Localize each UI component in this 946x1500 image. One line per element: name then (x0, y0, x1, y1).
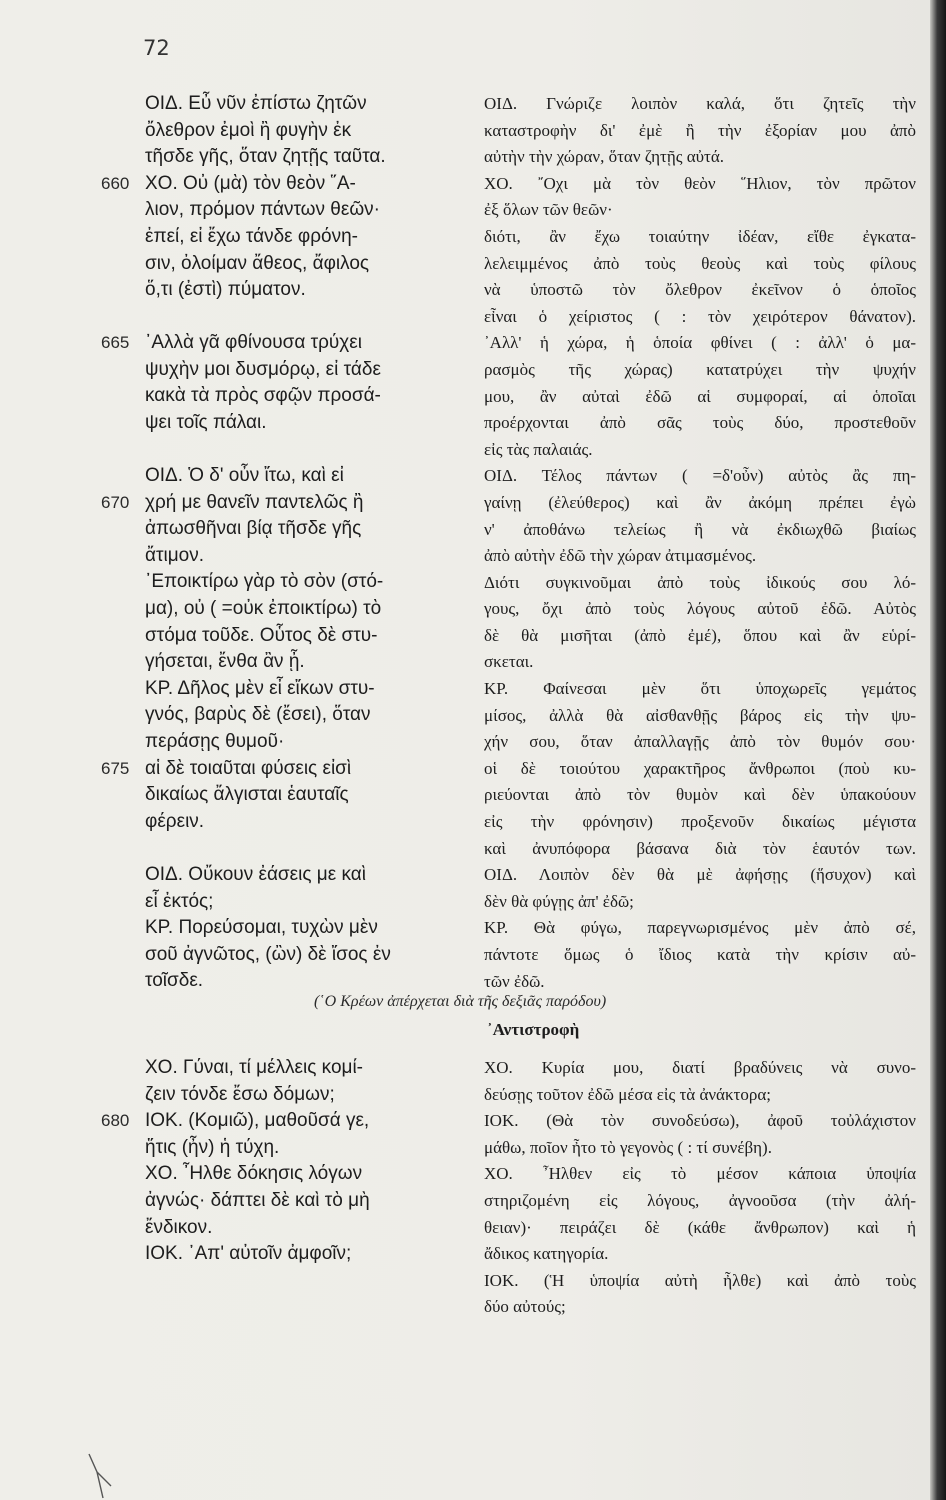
line-text: στόμα τοῦδε. Οὗτος δὲ στυ- (145, 624, 378, 646)
translation-line (484, 676, 916, 703)
verse-line (145, 623, 475, 650)
line-text: θειαν)· πειράζει δὲ (κάθε ἄνθρωπον) καὶ ἡ (484, 1217, 916, 1237)
translation-line (484, 277, 916, 304)
line-text: χρή με θανεῖν παντελῶς ἢ (145, 491, 364, 513)
verse-line-number: 670 (101, 492, 130, 512)
verse-line (145, 889, 475, 916)
verse-line-number: 680 (101, 1111, 130, 1131)
verse-line (145, 942, 475, 969)
translation-line (484, 144, 916, 171)
line-text: οἱ δὲ τοιούτου χαρακτῆρος ἄνθρωποι (ποὺ κυ- (484, 758, 916, 778)
verse-line (145, 915, 475, 942)
pen-stroke-mark (85, 1452, 115, 1500)
translation-block (484, 91, 916, 995)
verse-line (145, 729, 475, 756)
translation-line (484, 543, 916, 570)
verse-line (145, 782, 475, 809)
verse-line (101, 490, 475, 517)
line-text: λελειμμένος ἀπὸ τοὺς θεοὺς καὶ τοὺς φίλους (484, 253, 916, 273)
verse-line (145, 1082, 475, 1109)
line-text: ᾿Εποικτίρω γὰρ τὸ σὸν (στό- (145, 571, 384, 593)
verse-line (145, 516, 475, 543)
translation-line (484, 1082, 916, 1109)
verse-line (145, 702, 475, 729)
verse-line (145, 118, 475, 145)
line-text: ΧΟ. Οὐ (μὰ) τὸν θεὸν ῞Α- (145, 172, 356, 194)
translation-line (484, 570, 916, 597)
line-text: Διότι συγκινοῦμαι ἀπὸ τοὺς ἰδικούς σου λό- (484, 572, 916, 592)
line-text: ΧΟ. ῏Ηλθεν εἰς τὸ μέσον κάποια ὑποψία (484, 1164, 916, 1184)
line-text: σιν, ὀλοίμαν ἄθεος, ἄφιλος (145, 252, 370, 274)
verse-block (101, 463, 475, 835)
page-number: 72 (143, 36, 170, 60)
line-text: ψυχὴν μοι δυσμόρῳ, εἰ τάδε (145, 358, 381, 380)
verse-line (145, 1215, 475, 1242)
verse-line (145, 1241, 475, 1268)
line-text: ΟΙΔ. Γνώριζε λοιπὸν καλά, ὅτι ζητεῖς τὴν (484, 94, 916, 113)
line-text: ἔνδικον. (145, 1216, 213, 1238)
verse-line (145, 197, 475, 224)
line-text: ἀπὸ αὐτὴν ἐδῶ τὴν χώραν ἀτιμασμένος. (484, 546, 757, 566)
translation-line (484, 91, 916, 118)
line-text: περάσῃς θυμοῦ· (145, 730, 285, 752)
translation-line (484, 1188, 916, 1215)
verse-line (145, 463, 475, 490)
line-text: μα), οὐ ( =οὐκ ἐποικτίρω) τὸ (145, 597, 382, 619)
translation-line (484, 251, 916, 278)
verse-line (145, 224, 475, 251)
line-text: γνός, βαρὺς δὲ (ἔσει), ὅταν (145, 704, 371, 726)
line-text: ν' ἀποθάνω τελείως ἢ νὰ ἐκδιωχθῶ βιαίως (484, 519, 916, 539)
line-text: ζειν τόνδε ἔσω δόμων; (145, 1083, 335, 1105)
translation-line (484, 1135, 916, 1162)
line-text: προέρχονται ἀπὸ σᾶς τοὺς δύο, προστεθοῦν (484, 413, 916, 433)
line-text: ΧΟ. Κυρία μου, διατί βραδύνεις νὰ συνο- (484, 1058, 916, 1077)
verse-line (145, 383, 475, 410)
translation-line (484, 756, 916, 783)
line-text: ἀγνώς· δάπτει δὲ καὶ τὸ μὴ (145, 1189, 370, 1211)
line-text: κακὰ τὰ πρὸς σφῷν προσά- (145, 385, 381, 407)
line-text: εἶναι ὁ χείριστος ( : τὸν χειρότερον θάνατον). (484, 306, 916, 326)
verse-line (145, 1161, 475, 1188)
verse-line (145, 569, 475, 596)
line-text: γήσεται, ἔνθα ἂν ᾖ. (145, 651, 305, 673)
line-text: ψει τοῖς πάλαι. (145, 411, 267, 433)
line-text: δὲ θὰ μισῆται (ἀπὸ ἐμέ), ὅπου καὶ ἂν εὑρί- (484, 625, 916, 645)
line-text: αὐτὴν τὴν χώραν, ὅταν ζητῇς αὐτά. (484, 147, 725, 167)
line-text: ἐξ ὅλων τῶν θεῶν· (484, 200, 613, 220)
translation-line (484, 862, 916, 889)
translation-line (484, 410, 916, 437)
line-text: τῶν ἐδῶ. (484, 971, 545, 991)
line-text: ΟΙΔ. Ὁ δ' οὖν ἴτω, καὶ εἰ (145, 465, 344, 486)
line-text: ΧΟ. ῎Οχι μὰ τὸν θεὸν ῞Ηλιον, τὸν πρῶτον (484, 173, 916, 193)
translation-line (484, 1268, 916, 1295)
translation-line (484, 836, 916, 863)
line-text: ριεύονται ἀπὸ τὸν θυμὸν καὶ δὲν ὑπακούουν (484, 785, 916, 805)
verse-line-number: 660 (101, 173, 130, 193)
line-text: ἄδικος κατηγορία. (484, 1244, 609, 1264)
line-text: μίσος, ἀλλὰ θὰ αἰσθανθῇς βάρος εἰς τὴν ψυ- (484, 705, 916, 725)
translation-line (484, 171, 916, 198)
page-edge-shadow (930, 0, 946, 1500)
line-text: δὲν θὰ φύγῃς ἀπ' ἐδῶ; (484, 891, 634, 911)
translation-line (484, 490, 916, 517)
translation-line (484, 304, 916, 331)
line-text: ΚΡ. Φαίνεσαι μὲν ὅτι ὑποχωρεῖς γεμάτος (484, 679, 916, 699)
verse-line (101, 171, 475, 198)
line-text: ἄτιμον. (145, 544, 205, 566)
translation-line (484, 942, 916, 969)
translation-line (484, 437, 916, 464)
verse-line (101, 1108, 475, 1135)
line-text: ἐπεί, εἰ ἔχω τάνδε φρόνη- (145, 225, 358, 247)
line-text: αἱ δὲ τοιαῦται φύσεις εἰσὶ (145, 757, 352, 779)
line-text: ΟΙΔ. Τέλος πάντων ( =δ'οὖν) αὐτὸς ἂς πη- (484, 466, 916, 486)
verse-line (145, 968, 475, 995)
translation-line (484, 330, 916, 357)
line-text: φέρειν. (145, 810, 205, 832)
translation-line (484, 1108, 916, 1135)
verse-block (101, 330, 475, 436)
line-text: ἀπωσθῆναι βίᾳ τῆσδε γῆς (145, 518, 362, 540)
verse-line (145, 649, 475, 676)
translation-line (484, 596, 916, 623)
line-text: ΙΟΚ. (Ἡ ὑποψία αὐτὴ ἦλθε) καὶ ἀπὸ τοὺς (484, 1270, 916, 1290)
line-text: ΟΙΔ. Οὔκουν ἐάσεις με καὶ (145, 864, 366, 885)
verse-block (101, 1055, 475, 1241)
line-text: χήν σου, ὅταν ἀπαλλαγῇς ἀπὸ τὸν θυμόν σου· (484, 732, 916, 752)
verse-line (145, 91, 475, 118)
verse-block (145, 1241, 475, 1268)
line-text: ΙΟΚ. (Θὰ τὸν συνοδεύσω), ἀφοῦ τοὐλάχιστον (484, 1111, 916, 1131)
verse-line (145, 277, 475, 304)
verse-line (145, 144, 475, 171)
stage-direction: (῾Ο Κρέων ἀπέρχεται διὰ τῆς δεξιᾶς παρόδου) (314, 993, 607, 1010)
line-text: εἶ ἐκτός; (145, 890, 214, 912)
verse-line-number: 675 (101, 758, 130, 778)
verse-line (145, 809, 475, 836)
line-text: δύο αὐτούς; (484, 1297, 566, 1317)
verse-line-number: 665 (101, 333, 130, 352)
line-text: ρασμὸς τῆς χώρας) κατατρύχει τὴν ψυχήν (484, 359, 916, 379)
verse-block (101, 91, 475, 304)
verse-line (145, 357, 475, 384)
translation-line (484, 703, 916, 730)
line-text: τοῖσδε. (145, 970, 204, 992)
translation-line (484, 384, 916, 411)
line-text: ΟΙΔ. Λοιπὸν δὲν θὰ μὲ ἀφήσῃς (ἥσυχον) καὶ (484, 865, 916, 885)
line-text: ὄλεθρον ἐμοὶ ἢ φυγὴν ἐκ (145, 119, 352, 141)
translation-line (484, 782, 916, 809)
line-text: εἰς τὰς παλαιάς. (484, 439, 593, 459)
verse-line (101, 330, 475, 357)
verse-block (145, 862, 475, 995)
translation-line (484, 969, 916, 996)
line-text: τῆσδε γῆς, ὅταν ζητῇς ταῦτα. (145, 146, 386, 168)
translation-line (484, 1055, 916, 1082)
translation-line (484, 1215, 916, 1242)
line-text: πάντοτε ὅμως ὁ ἴδιος κατὰ τὴν κρίσιν αὐ- (484, 945, 916, 964)
verse-line (101, 756, 475, 783)
line-text: ΙΟΚ. ᾿Απ' αὐτοῖν ἀμφοῖν; (145, 1243, 352, 1264)
translation-line (484, 224, 916, 251)
line-text: σοῦ ἀγνῶτος, (ὢν) δὲ ἴσος ἐν (145, 943, 391, 965)
translation-line (484, 197, 916, 224)
antistrophe-heading: ᾿Αντιστροφὴ (487, 1020, 580, 1039)
line-text: εἰς τὴν φρόνησιν) προξενοῦν δικαίως μέγιστα (484, 812, 916, 832)
line-text: καὶ ἀνυπόφορα βάσανα διὰ τὸν ἑαυτόν των. (484, 838, 916, 858)
line-text: καταστροφὴν δι' ἐμὲ ἢ τὴν ἐξορίαν μου ἀπὸ (484, 120, 916, 140)
translation-line (484, 915, 916, 942)
verse-line (145, 862, 475, 889)
verse-line (145, 596, 475, 623)
translation-line (484, 623, 916, 650)
verse-line (145, 1188, 475, 1215)
line-text: νὰ ὑποστῶ τὸν ὄλεθρον ἐκεῖνον ὁ ὁποῖος (484, 280, 916, 300)
verse-line (145, 676, 475, 703)
line-text: ΧΟ. Γύναι, τί μέλλεις κομί- (145, 1057, 364, 1078)
line-text: ΟΙΔ. Εὖ νῦν ἐπίστω ζητῶν (145, 93, 367, 114)
line-text: ΚΡ. Θὰ φύγω, παρεγνωρισμένος μὲν ἀπὸ σέ, (484, 918, 916, 938)
verse-line (145, 251, 475, 278)
translation-line (484, 649, 916, 676)
line-text: ᾿Αλλ' ἡ χώρα, ἡ ὁποία φθίνει ( : ἀλλ' ὁ μα- (484, 333, 916, 353)
line-text: ὅ,τι (ἐστὶ) πύματον. (145, 279, 306, 301)
translation-line (484, 463, 916, 490)
translation-line (484, 517, 916, 544)
line-text: ΚΡ. Πορεύσομαι, τυχὼν μὲν (145, 917, 378, 939)
translation-line (484, 1241, 916, 1268)
line-text: γους, ὄχι ἀπὸ τοὺς λόγους αὐτοῦ ἐδῶ. Αὐτὸς (484, 599, 916, 619)
line-text: ᾿Αλλὰ γᾶ φθίνουσα τρύχει (145, 332, 362, 353)
verse-line (145, 543, 475, 570)
translation-line (484, 729, 916, 756)
line-text: μου, ἂν αὐταὶ ἐδῶ αἱ συμφοραί, αἱ ὁποῖαι (484, 386, 916, 406)
translation-line (484, 1294, 916, 1321)
verse-line (145, 1135, 475, 1162)
line-text: ΚΡ. Δῆλος μὲν εἶ εἴκων στυ- (145, 677, 375, 699)
translation-line (484, 889, 916, 916)
translation-block (484, 1055, 916, 1321)
line-text: ΙΟΚ. (Κομιῶ), μαθοῦσά γε, (145, 1110, 370, 1132)
verse-line (145, 410, 475, 437)
line-text: δεύσῃς τοῦτον ἐδῶ μέσα εἰς τὰ ἀνάκτορα; (484, 1084, 771, 1104)
translation-line (484, 118, 916, 145)
translation-line (484, 809, 916, 836)
line-text: δικαίως ἄλγισται ἑαυταῖς (145, 784, 349, 806)
translation-line (484, 357, 916, 384)
line-text: σκεται. (484, 652, 534, 672)
line-text: στηριζομένη εἰς λόγους, ἀγνοοῦσα (τὴν ἀλή- (484, 1190, 916, 1210)
line-text: λιον, πρόμον πάντων θεῶν· (145, 199, 380, 221)
line-text: διότι, ἂν ἔχω τοιαύτην ἰδέαν, εἴθε ἐγκατα- (484, 226, 916, 246)
line-text: ἥτις (ἦν) ἡ τύχη. (145, 1136, 280, 1158)
verse-line (145, 1055, 475, 1082)
line-text: ΧΟ. ῏Ηλθε δόκησις λόγων (145, 1163, 363, 1185)
line-text: γαίνῃ (ἐλεύθερος) καὶ ἂν ἀκόμη πρέπει ἐγὼ (484, 492, 916, 512)
line-text: μάθω, ποῖον ἦτο τὸ γεγονὸς ( : τί συνέβη). (484, 1137, 772, 1157)
translation-line (484, 1161, 916, 1188)
